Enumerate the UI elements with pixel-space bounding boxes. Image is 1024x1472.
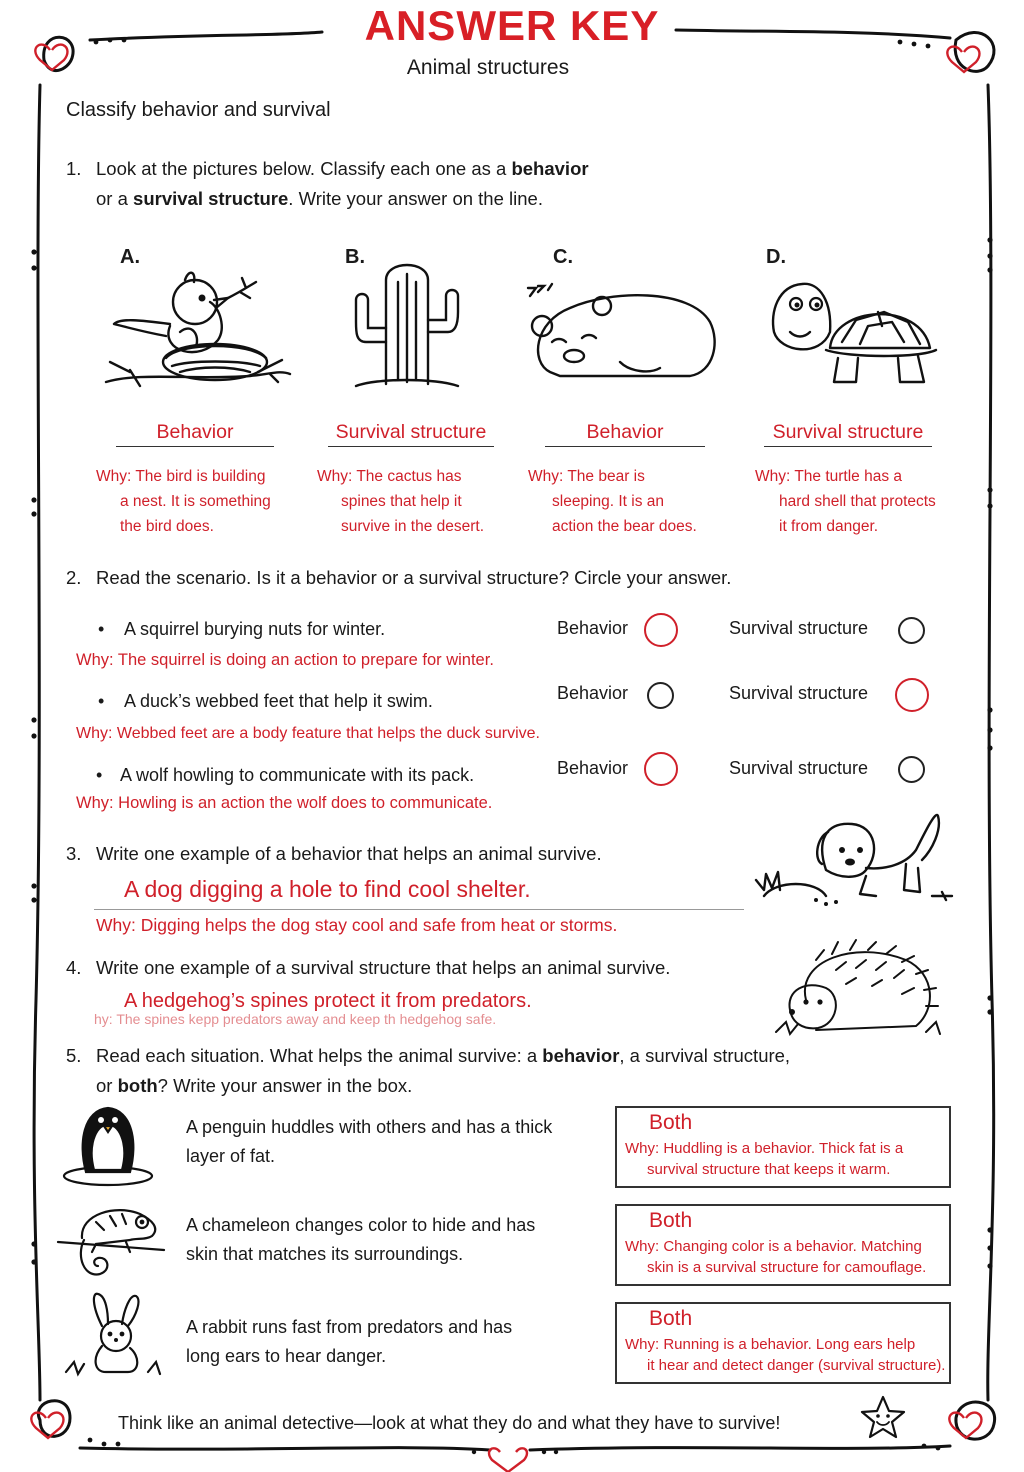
bullet: • xyxy=(98,691,105,711)
chameleon-picture xyxy=(56,1200,166,1284)
worksheet-intro: Classify behavior and survival xyxy=(66,99,331,121)
why-c: Why: The bear is sleeping. It is an action the bear does. xyxy=(528,468,697,535)
why-3: Why: Digging helps the dog stay cool and safe from heat or storms. xyxy=(96,915,618,935)
answer-box-value: Both xyxy=(649,1307,693,1330)
behavior-radio[interactable] xyxy=(644,613,678,647)
rabbit-picture xyxy=(66,1292,162,1378)
answer-a: Behavior xyxy=(116,421,274,447)
heart-icon xyxy=(489,1448,527,1472)
survival-radio[interactable] xyxy=(898,756,925,783)
answer-box[interactable] xyxy=(615,1106,951,1188)
answer-box-why: Why: Running is a behavior. Long ears help it hear and detect danger (survival structure). xyxy=(625,1336,946,1374)
question-number: 5. xyxy=(66,1045,82,1066)
item-letter: A. xyxy=(120,246,140,268)
option-behavior-label: Behavior xyxy=(557,618,629,638)
why-scenario: Why: Howling is an action the wolf does to communicate. xyxy=(76,794,493,812)
sleeping-bear-picture xyxy=(520,272,720,392)
answer-b: Survival structure xyxy=(328,421,494,447)
question-4-text: Write one example of a survival structure that helps an animal survive. xyxy=(96,957,671,978)
footer-text: Think like an animal detective—look at what they do and what they have to survive! xyxy=(118,1413,781,1433)
answer-3: A dog digging a hole to find cool shelter. xyxy=(124,876,531,902)
answer-box[interactable] xyxy=(615,1204,951,1286)
option-survival-label: Survival structure xyxy=(729,758,869,778)
answer-c: Behavior xyxy=(545,421,705,447)
answer-box[interactable] xyxy=(615,1302,951,1384)
item-letter: D. xyxy=(766,246,786,268)
why-scenario: Why: Webbed feet are a body feature that helps the duck survive. xyxy=(76,725,540,742)
question-1-text: Look at the pictures below. Classify each one as a behavior or a survival structure. Write your answer on the line. xyxy=(96,158,589,209)
behavior-radio[interactable] xyxy=(647,682,674,709)
answer-box-value: Both xyxy=(649,1209,693,1232)
option-behavior-label: Behavior xyxy=(557,758,629,778)
question-3-text: Write one example of a behavior that helps an animal survive. xyxy=(96,843,602,864)
why-a: Why: The bird is building a nest. It is something the bird does. xyxy=(96,468,271,535)
item-letter: C. xyxy=(553,246,573,268)
hedgehog-picture xyxy=(776,940,946,1040)
situation-text: A penguin huddles with others and has a thick layer of fat. xyxy=(186,1117,553,1166)
cactus-picture xyxy=(346,262,466,392)
why-4: hy: The spines kepp predators away and keep th hedgehog safe. xyxy=(94,1011,497,1027)
dog-digging-picture xyxy=(756,810,956,920)
smiling-star-icon xyxy=(858,1394,908,1442)
answer-4: A hedgehog’s spines protect it from predators. xyxy=(124,990,532,1012)
item-letter: B. xyxy=(345,246,365,268)
turtle-picture xyxy=(760,272,940,392)
option-survival-label: Survival structure xyxy=(729,683,869,703)
why-b: Why: The cactus has spines that help it survive in the desert. xyxy=(317,468,485,535)
option-survival-label: Survival structure xyxy=(729,618,869,638)
survival-radio[interactable] xyxy=(895,678,929,712)
bullet: • xyxy=(96,765,103,785)
answer-line xyxy=(94,909,744,910)
situation-text: A rabbit runs fast from predators and has long ears to hear danger. xyxy=(186,1317,513,1366)
page-subtitle: Animal structures xyxy=(406,56,570,79)
question-number: 3. xyxy=(66,843,82,864)
question-number: 1. xyxy=(66,158,82,179)
situation-text: A chameleon changes color to hide and has skin that matches its surroundings. xyxy=(186,1215,536,1264)
question-5-text: Read each situation. What helps the animal survive: a behavior, a survival structure, or both? Write your answer in the box. xyxy=(96,1045,791,1096)
question-number: 4. xyxy=(66,957,82,978)
behavior-radio[interactable] xyxy=(644,752,678,786)
bird-nest-picture xyxy=(100,262,295,392)
scenario-text: A duck’s webbed feet that help it swim. xyxy=(124,691,433,711)
answer-box-why: Why: Huddling is a behavior. Thick fat is a survival structure that keeps it warm. xyxy=(625,1140,904,1178)
answer-box-value: Both xyxy=(649,1111,693,1134)
heart-icon xyxy=(949,1413,981,1438)
scenario-text: A wolf howling to communicate with its pack. xyxy=(120,765,475,785)
question-2-text: Read the scenario. Is it a behavior or a survival structure? Circle your answer. xyxy=(96,567,732,588)
option-behavior-label: Behavior xyxy=(557,683,629,703)
why-scenario: Why: The squirrel is doing an action to prepare for winter. xyxy=(76,651,494,669)
survival-radio[interactable] xyxy=(898,617,925,644)
penguin-picture xyxy=(60,1102,156,1188)
answer-box-why: Why: Changing color is a behavior. Matching skin is a survival structure for camouflage. xyxy=(625,1238,927,1276)
page-title: ANSWER KEY xyxy=(364,2,660,49)
answer-d: Survival structure xyxy=(764,421,932,447)
scenario-text: A squirrel burying nuts for winter. xyxy=(124,619,386,639)
bullet: • xyxy=(98,619,105,639)
question-number: 2. xyxy=(66,567,82,588)
why-d: Why: The turtle has a hard shell that protects it from danger. xyxy=(755,468,936,535)
